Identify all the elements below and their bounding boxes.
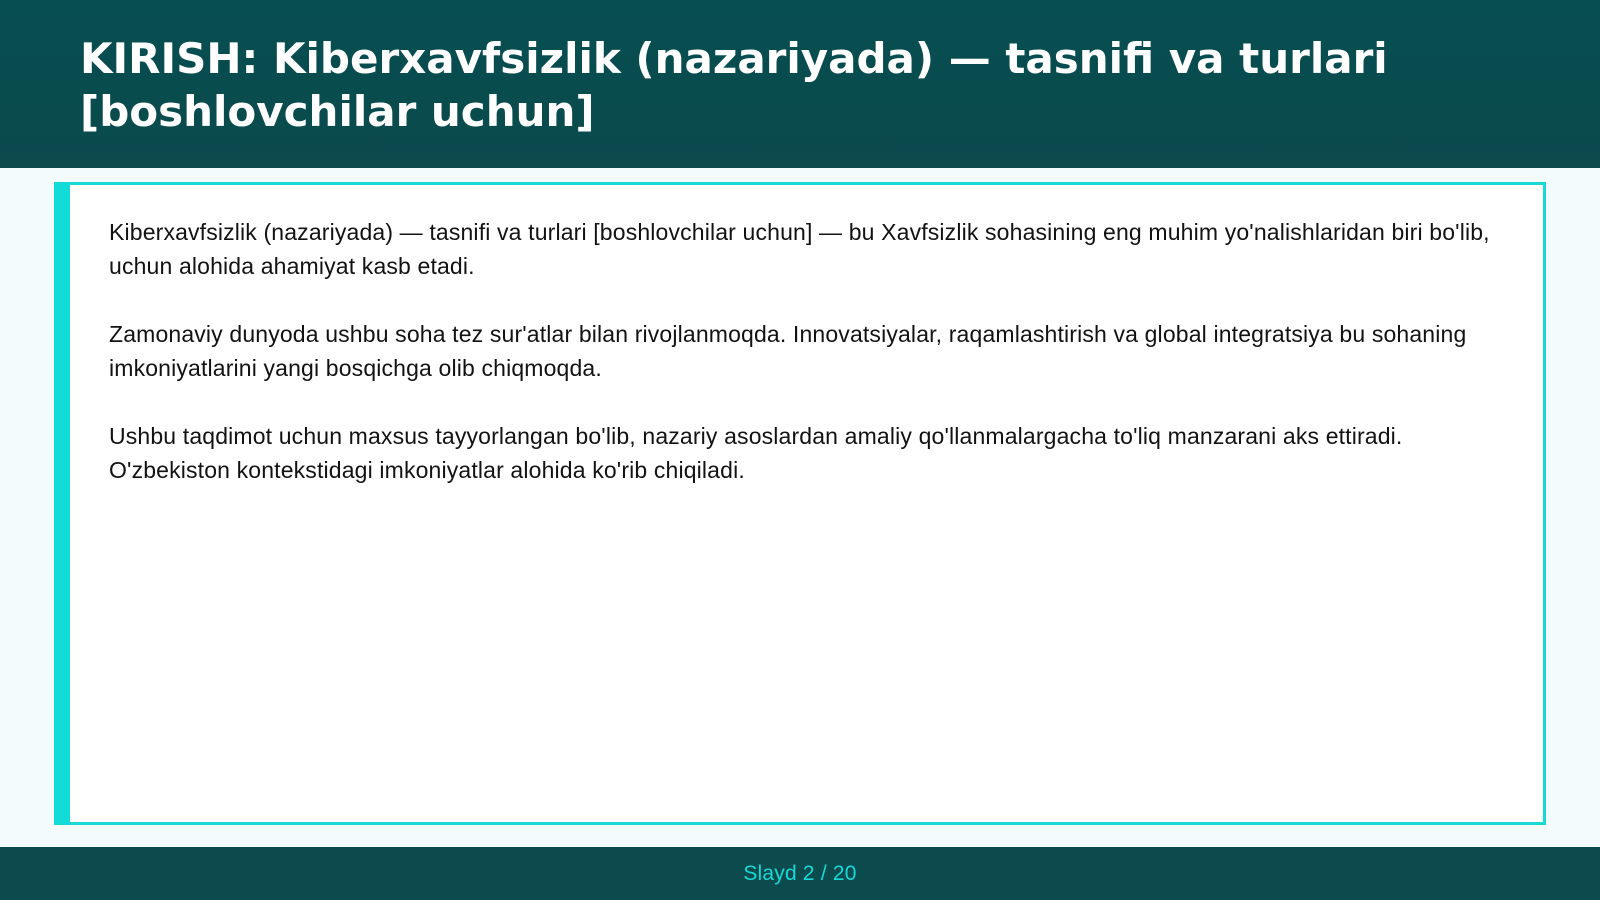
slide-header: [0, 0, 1600, 168]
content-card: [54, 182, 1546, 825]
slide-footer: [0, 847, 1600, 900]
intro-paragraph-2: Zamonaviy dunyoda ushbu soha tez sur'atlar bilan rivojlanmoqda. Innovatsiyalar, raqamlashtirish va global integratsiya bu sohaning imkoniyatlarini yangi bosqichga olib chiqmoqda.: [109, 321, 1467, 381]
slide-title: [80, 32, 1520, 138]
slide-title-line-2: [boshlovchilar uchun]: [80, 87, 595, 136]
slide-counter: Slayd 2 / 20: [743, 862, 857, 885]
intro-paragraph-1: Kiberxavfsizlik (nazariyada) — tasnifi va turlari [boshlovchilar uchun] — bu Xavfsizlik sohasining eng muhim yo'nalishlaridan biri bo'lib, uchun alohida ahamiyat kasb etadi.: [109, 219, 1490, 279]
intro-paragraph-3: Ushbu taqdimot uchun maxsus tayyorlangan bo'lib, nazariy asoslardan amaliy qo'llanmalargacha to'liq manzarani aks ettiradi. O'zbekiston kontekstidagi imkoniyatlar alohida ko'rib chiqiladi.: [109, 423, 1403, 483]
slide-title-line-1: KIRISH: Kiberxavfsizlik (nazariyada) — tasnifi va turlari: [80, 34, 1388, 83]
